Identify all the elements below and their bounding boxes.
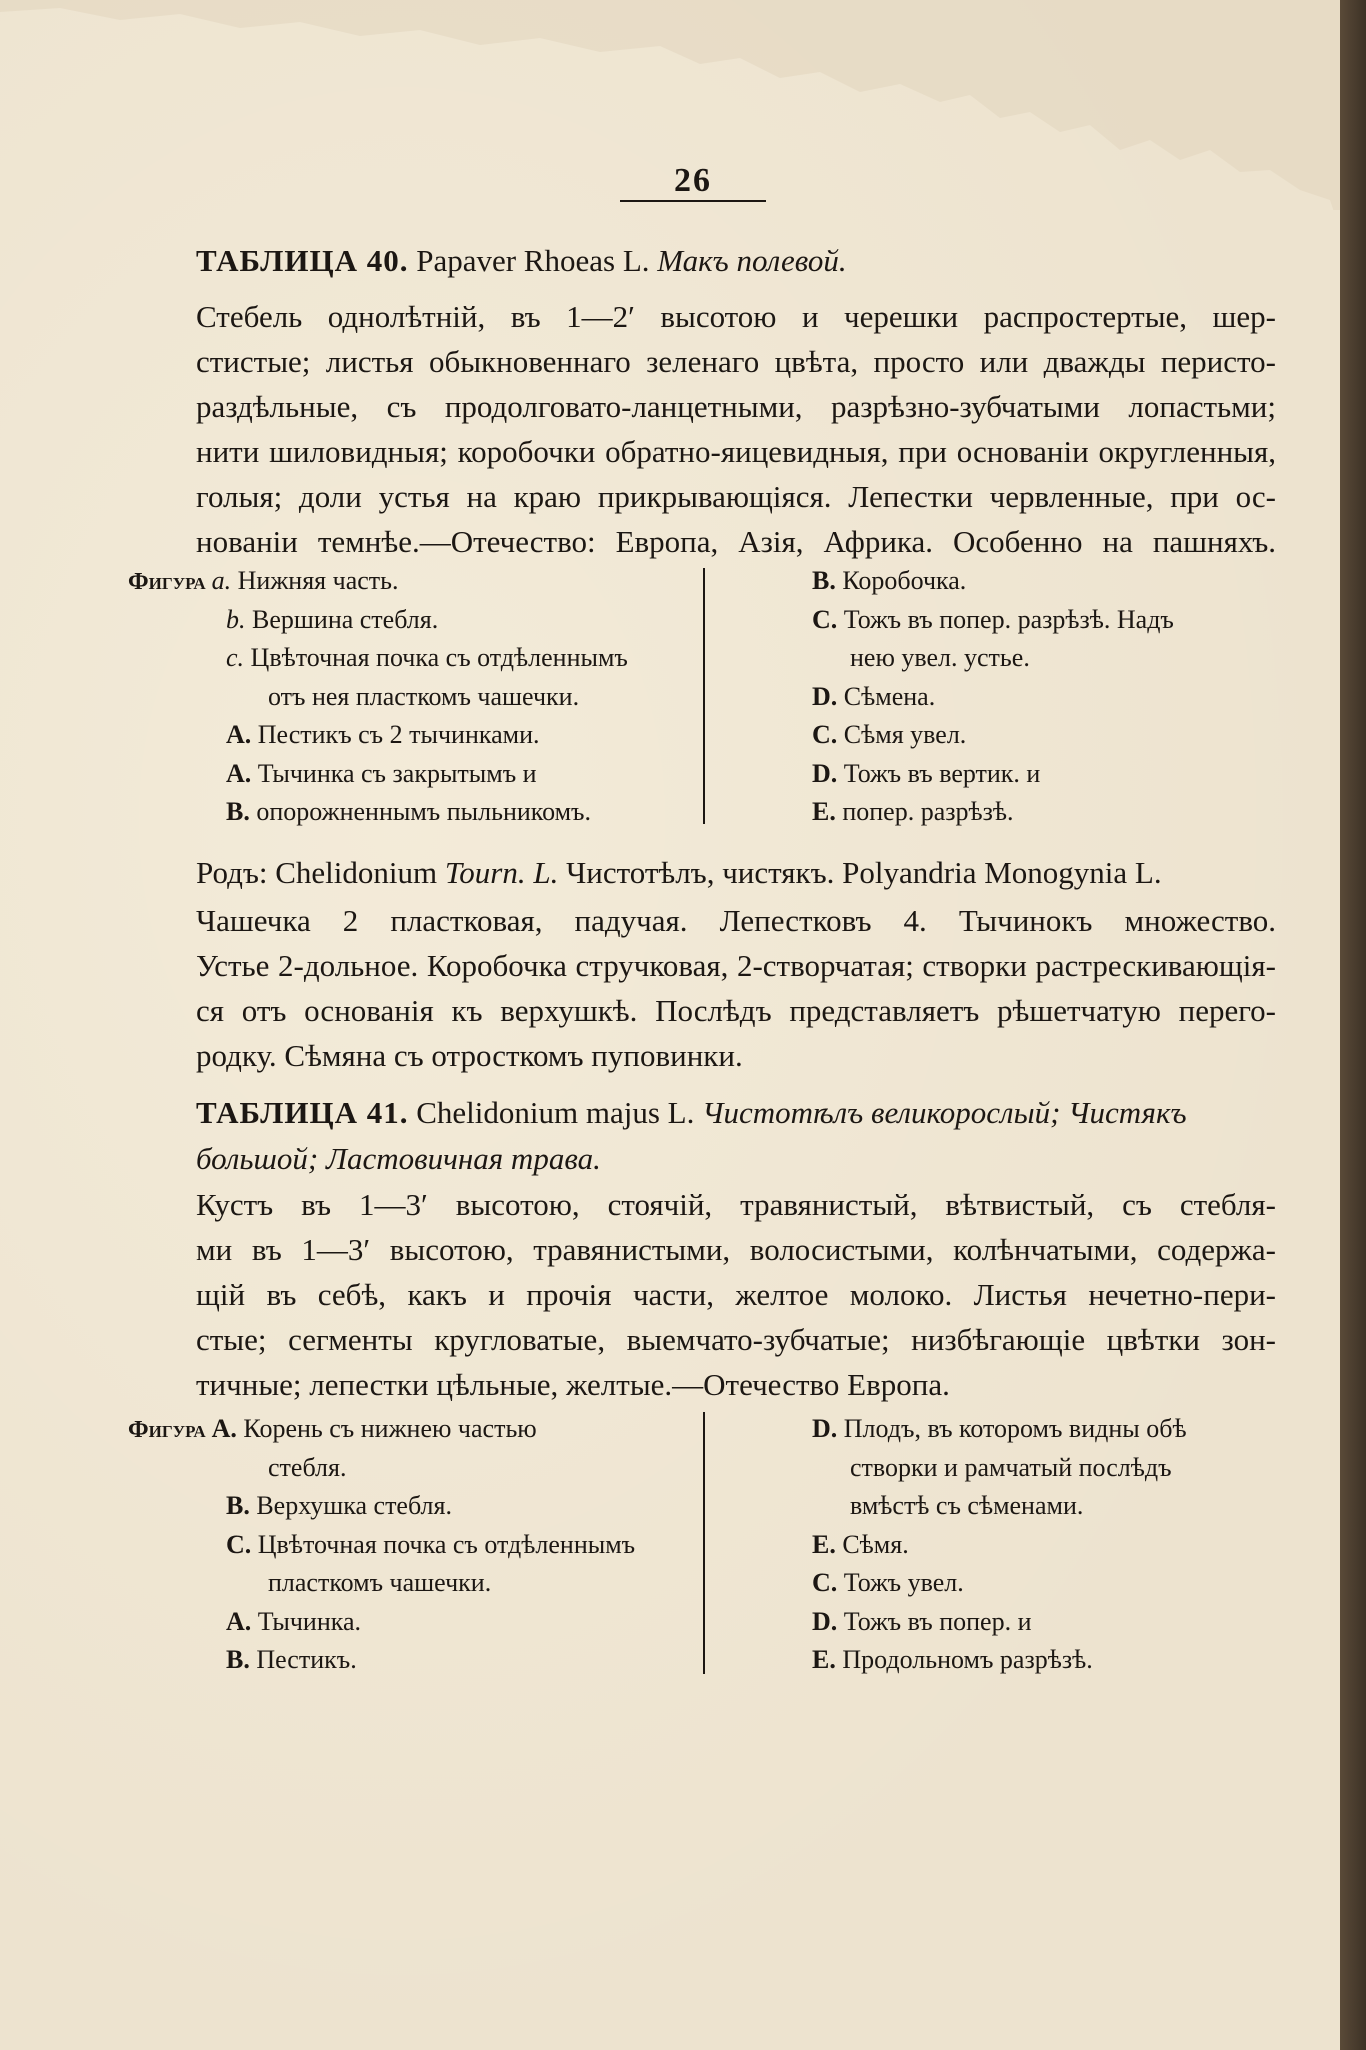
figure-key: C. xyxy=(226,1529,258,1559)
page-number: 26 xyxy=(674,162,712,199)
figure-legend-row xyxy=(812,562,1292,601)
figure-legend-row xyxy=(812,639,1292,678)
figure-key: c. xyxy=(226,643,251,672)
page-number-underline xyxy=(620,200,766,202)
figure-caption: Корень съ нижнею частью xyxy=(243,1414,537,1443)
table41-latin-name: Chelidonium majus L. xyxy=(416,1095,695,1130)
figure-caption: Плодъ, въ которомъ видны обѣ xyxy=(843,1414,1187,1443)
figure-legend-row xyxy=(128,793,688,832)
figure-legend-row xyxy=(812,1410,1292,1449)
figure-key: a. xyxy=(211,566,238,595)
figure-legend-row xyxy=(812,755,1292,794)
figure-legend-row xyxy=(812,716,1292,755)
figure-legend-row xyxy=(128,716,688,755)
figure-legend-row xyxy=(128,601,688,640)
figure-caption: пласткомъ чашечки. xyxy=(268,1568,492,1597)
figure-legend-row xyxy=(128,1487,688,1526)
table40-russian-name: Макъ полевой. xyxy=(657,243,847,278)
figure-legend-row xyxy=(128,1641,688,1680)
text-line: голыя; доли устья на краю прикрывающіяся. Лепестки червленные, при ос- xyxy=(196,479,1276,514)
figure-key: D. xyxy=(812,681,844,711)
figure-label: Фигура xyxy=(128,569,212,595)
figure-key: B. xyxy=(226,1491,257,1520)
figure-caption: опорожненнымъ пыльникомъ. xyxy=(256,797,591,826)
table40-figures-right xyxy=(812,562,1292,832)
text-line: Кустъ въ 1—3′ высотою, стоячій, травянистый, вѣтвистый, съ стебля- xyxy=(196,1187,1276,1222)
figure-key: A. xyxy=(226,720,258,749)
figure-legend-row xyxy=(128,678,688,717)
figure-key: D. xyxy=(812,1414,844,1443)
table41-label: ТАБЛИЦА 41. xyxy=(196,1095,409,1130)
figure-caption: Тычинка. xyxy=(257,1606,362,1636)
table40-column-divider xyxy=(703,568,705,824)
figure-key: B. xyxy=(226,1645,257,1674)
genus-author: Tourn. L. xyxy=(444,855,559,890)
figure-key: B. xyxy=(812,566,843,595)
figure-legend-row xyxy=(128,1526,688,1565)
figure-key: E. xyxy=(812,1529,843,1559)
figure-caption: отъ нея пласткомъ чашечки. xyxy=(268,681,580,711)
table41-figures-right xyxy=(812,1410,1292,1680)
figure-legend-row xyxy=(812,601,1292,640)
table41-heading xyxy=(196,1090,1276,1136)
figure-legend-row xyxy=(128,639,688,678)
table40-label: ТАБЛИЦА 40. xyxy=(196,243,409,278)
figure-caption: попер. разрѣзѣ. xyxy=(842,797,1014,826)
figure-legend-row xyxy=(812,1564,1292,1603)
text-line: раздѣльные, съ продолговато-ланцетными, разрѣзно-зубчатыми лопастьми; xyxy=(196,389,1276,424)
table41-russian-name-2: большой; Ластовичная трава. xyxy=(196,1141,601,1176)
figure-legend-row xyxy=(128,1564,688,1603)
figure-legend-row xyxy=(128,562,688,601)
table40-latin-name: Papaver Rhoeas L. xyxy=(416,243,650,278)
figure-caption: Пестикъ. xyxy=(256,1645,357,1674)
genus-classification: Polyandria Monogynia L. xyxy=(842,855,1162,890)
figure-legend-row xyxy=(812,1487,1292,1526)
text-line: Устье 2-дольное. Коробочка стручковая, 2-створчатая; створки растрескивающія- xyxy=(196,948,1276,983)
figure-key: A. xyxy=(226,1606,258,1636)
figure-legend-row xyxy=(812,1603,1292,1642)
text-line: стистые; листья обыкновеннаго зеленаго цвѣта, просто или дважды перисто- xyxy=(196,344,1276,379)
figure-caption: вмѣстѣ съ сѣменами. xyxy=(850,1491,1084,1520)
figure-caption: Коробочка. xyxy=(842,566,967,595)
genus-russian-name: Чистотѣлъ, чистякъ. xyxy=(566,855,835,890)
figure-legend-row xyxy=(812,1449,1292,1488)
figure-legend-row xyxy=(812,1526,1292,1565)
table41-russian-name-1: Чистотѣлъ великорослый; Чистякъ xyxy=(702,1095,1187,1130)
figure-caption: Тожъ въ попер. разрѣзѣ. Надъ xyxy=(843,604,1174,634)
figure-key: A. xyxy=(211,1414,244,1443)
figure-caption: створки и рамчатый послѣдъ xyxy=(850,1452,1172,1482)
figure-key: C. xyxy=(812,604,844,634)
figure-legend-row xyxy=(812,793,1292,832)
text-line: тичные; лепестки цѣльные, желтые.—Отечество Европа. xyxy=(196,1367,950,1402)
figure-legend-row xyxy=(128,755,688,794)
genus-heading xyxy=(196,850,1276,896)
text-line: ми въ 1—3′ высотою, травянистыми, волосистыми, колѣнчатыми, содержа- xyxy=(196,1232,1276,1267)
text-line: нити шиловидныя; коробочки обратно-яицевидныя, при основаніи округленныя, xyxy=(196,434,1276,469)
figure-key: A. xyxy=(226,758,258,788)
figure-legend-row xyxy=(128,1603,688,1642)
text-line: стые; сегменты кругловатые, выемчато-зубчатые; низбѣгающіе цвѣтки зон- xyxy=(196,1322,1276,1357)
figure-key: B. xyxy=(226,797,257,826)
figure-key: D. xyxy=(812,758,844,788)
figure-legend-row xyxy=(128,1449,688,1488)
table41-figures-left xyxy=(128,1410,688,1680)
figure-legend-row xyxy=(812,678,1292,717)
figure-key: E. xyxy=(812,797,843,826)
text-line: Стебель однолѣтній, въ 1—2′ высотою и черешки распростертые, шер- xyxy=(196,299,1276,334)
figure-caption: Продольномъ разрѣзѣ. xyxy=(842,1645,1093,1674)
figure-caption: Цвѣточная почка съ отдѣленнымъ xyxy=(250,643,628,672)
figure-caption: стебля. xyxy=(268,1452,347,1482)
figure-caption: Вершина стебля. xyxy=(252,604,439,634)
book-spine-edge xyxy=(1340,0,1366,2050)
figure-caption: Тычинка съ закрытымъ и xyxy=(257,758,537,788)
figure-legend-row xyxy=(128,1410,688,1449)
figure-caption: Тожъ въ вертик. и xyxy=(843,758,1041,788)
figure-caption: Сѣмена. xyxy=(843,681,936,711)
figure-key: C. xyxy=(812,720,844,749)
table40-heading xyxy=(196,238,1276,284)
table41-column-divider xyxy=(703,1412,705,1674)
figure-caption: Цвѣточная почка съ отдѣленнымъ xyxy=(257,1529,636,1559)
text-line: ся отъ основанія къ верхушкѣ. Послѣдъ представляетъ рѣшетчатую перего- xyxy=(196,993,1276,1028)
text-line: нованіи темнѣе.—Отечество: Европа, Азія, Африка. Особенно на пашняхъ. xyxy=(196,524,1276,559)
text-line: родку. Сѣмяна съ отросткомъ пуповинки. xyxy=(196,1038,743,1073)
genus-label: Родъ: xyxy=(196,855,268,890)
figure-key: E. xyxy=(812,1645,843,1674)
table40-figures-left xyxy=(128,562,688,832)
figure-key: C. xyxy=(812,1568,844,1597)
genus-latin-name: Chelidonium xyxy=(275,855,438,890)
figure-caption: Верхушка стебля. xyxy=(256,1491,452,1520)
text-line: щій въ себѣ, какъ и прочія части, желтое молоко. Листья нечетно-пери- xyxy=(196,1277,1276,1312)
figure-caption: Пестикъ съ 2 тычинками. xyxy=(257,720,540,749)
figure-label: Фигура xyxy=(128,1417,212,1443)
figure-caption: Сѣмя увел. xyxy=(843,720,967,749)
text-line: Чашечка 2 пластковая, падучая. Лепестковъ 4. Тычинокъ множество. xyxy=(196,903,1276,938)
figure-key: b. xyxy=(226,604,252,634)
figure-key: D. xyxy=(812,1606,844,1636)
figure-caption: Тожъ увел. xyxy=(843,1568,964,1597)
figure-caption: Тожъ въ попер. и xyxy=(843,1606,1032,1636)
figure-caption: нею увел. устье. xyxy=(850,643,1030,672)
figure-caption: Нижняя часть. xyxy=(237,566,399,595)
figure-legend-row xyxy=(812,1641,1292,1680)
figure-caption: Сѣмя. xyxy=(842,1529,909,1559)
